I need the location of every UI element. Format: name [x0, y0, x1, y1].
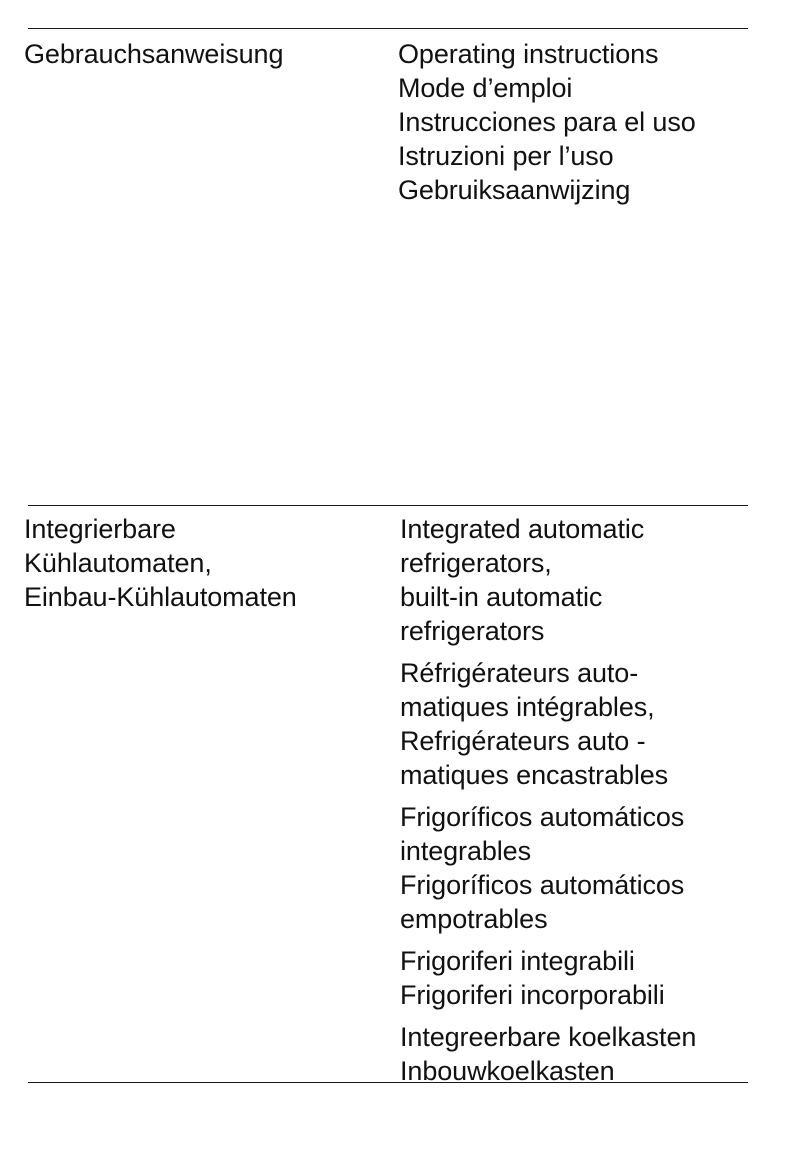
- title-italian: Istruzioni per l’uso: [398, 141, 614, 171]
- product-french: [400, 656, 696, 792]
- product-line: Frigoríficos automáticos: [400, 802, 685, 832]
- product-line: built-in automatic: [400, 582, 603, 612]
- product-line: integrables: [400, 836, 531, 866]
- bottom-rule: [28, 1082, 748, 1083]
- product-line: Réfrigérateurs auto-: [400, 658, 639, 688]
- german-product-line-3: Einbau-Kühlautomaten: [24, 582, 297, 612]
- section1-left: [24, 37, 283, 71]
- title-spanish: Instrucciones para el uso: [398, 107, 696, 137]
- product-line: Frigoriferi incorporabili: [400, 980, 665, 1010]
- product-line: refrigerators,: [400, 548, 552, 578]
- product-english: [400, 512, 696, 648]
- product-line: Frigoriferi integrabili: [400, 946, 635, 976]
- product-line: matiques encastrables: [400, 760, 669, 790]
- title-french: Mode d’emploi: [398, 73, 573, 103]
- product-line: Refrigérateurs auto -: [400, 726, 646, 756]
- top-rule: [28, 28, 748, 29]
- german-product-line-1: Integrierbare: [24, 514, 176, 544]
- product-spanish: [400, 800, 696, 936]
- product-line: empotrables: [400, 904, 548, 934]
- section2-right: [400, 512, 696, 1088]
- german-title: Gebrauchsanweisung: [24, 39, 284, 69]
- product-line: Integrated automatic: [400, 514, 645, 544]
- section2-left: [24, 512, 297, 614]
- german-product-line-2: Kühlautomaten,: [24, 548, 212, 578]
- title-dutch: Gebruiksaanwijzing: [398, 175, 631, 205]
- product-line: refrigerators: [400, 616, 545, 646]
- product-italian: [400, 944, 696, 1012]
- section1-right: [398, 37, 696, 207]
- product-line: Inbouwkoelkasten: [400, 1056, 615, 1086]
- title-english: Operating instructions: [398, 39, 659, 69]
- product-line: Frigoríficos automáticos: [400, 870, 685, 900]
- middle-rule: [28, 505, 748, 506]
- product-line: matiques intégrables,: [400, 692, 655, 722]
- product-dutch: [400, 1020, 696, 1088]
- product-line: Integreerbare koelkasten: [400, 1022, 697, 1052]
